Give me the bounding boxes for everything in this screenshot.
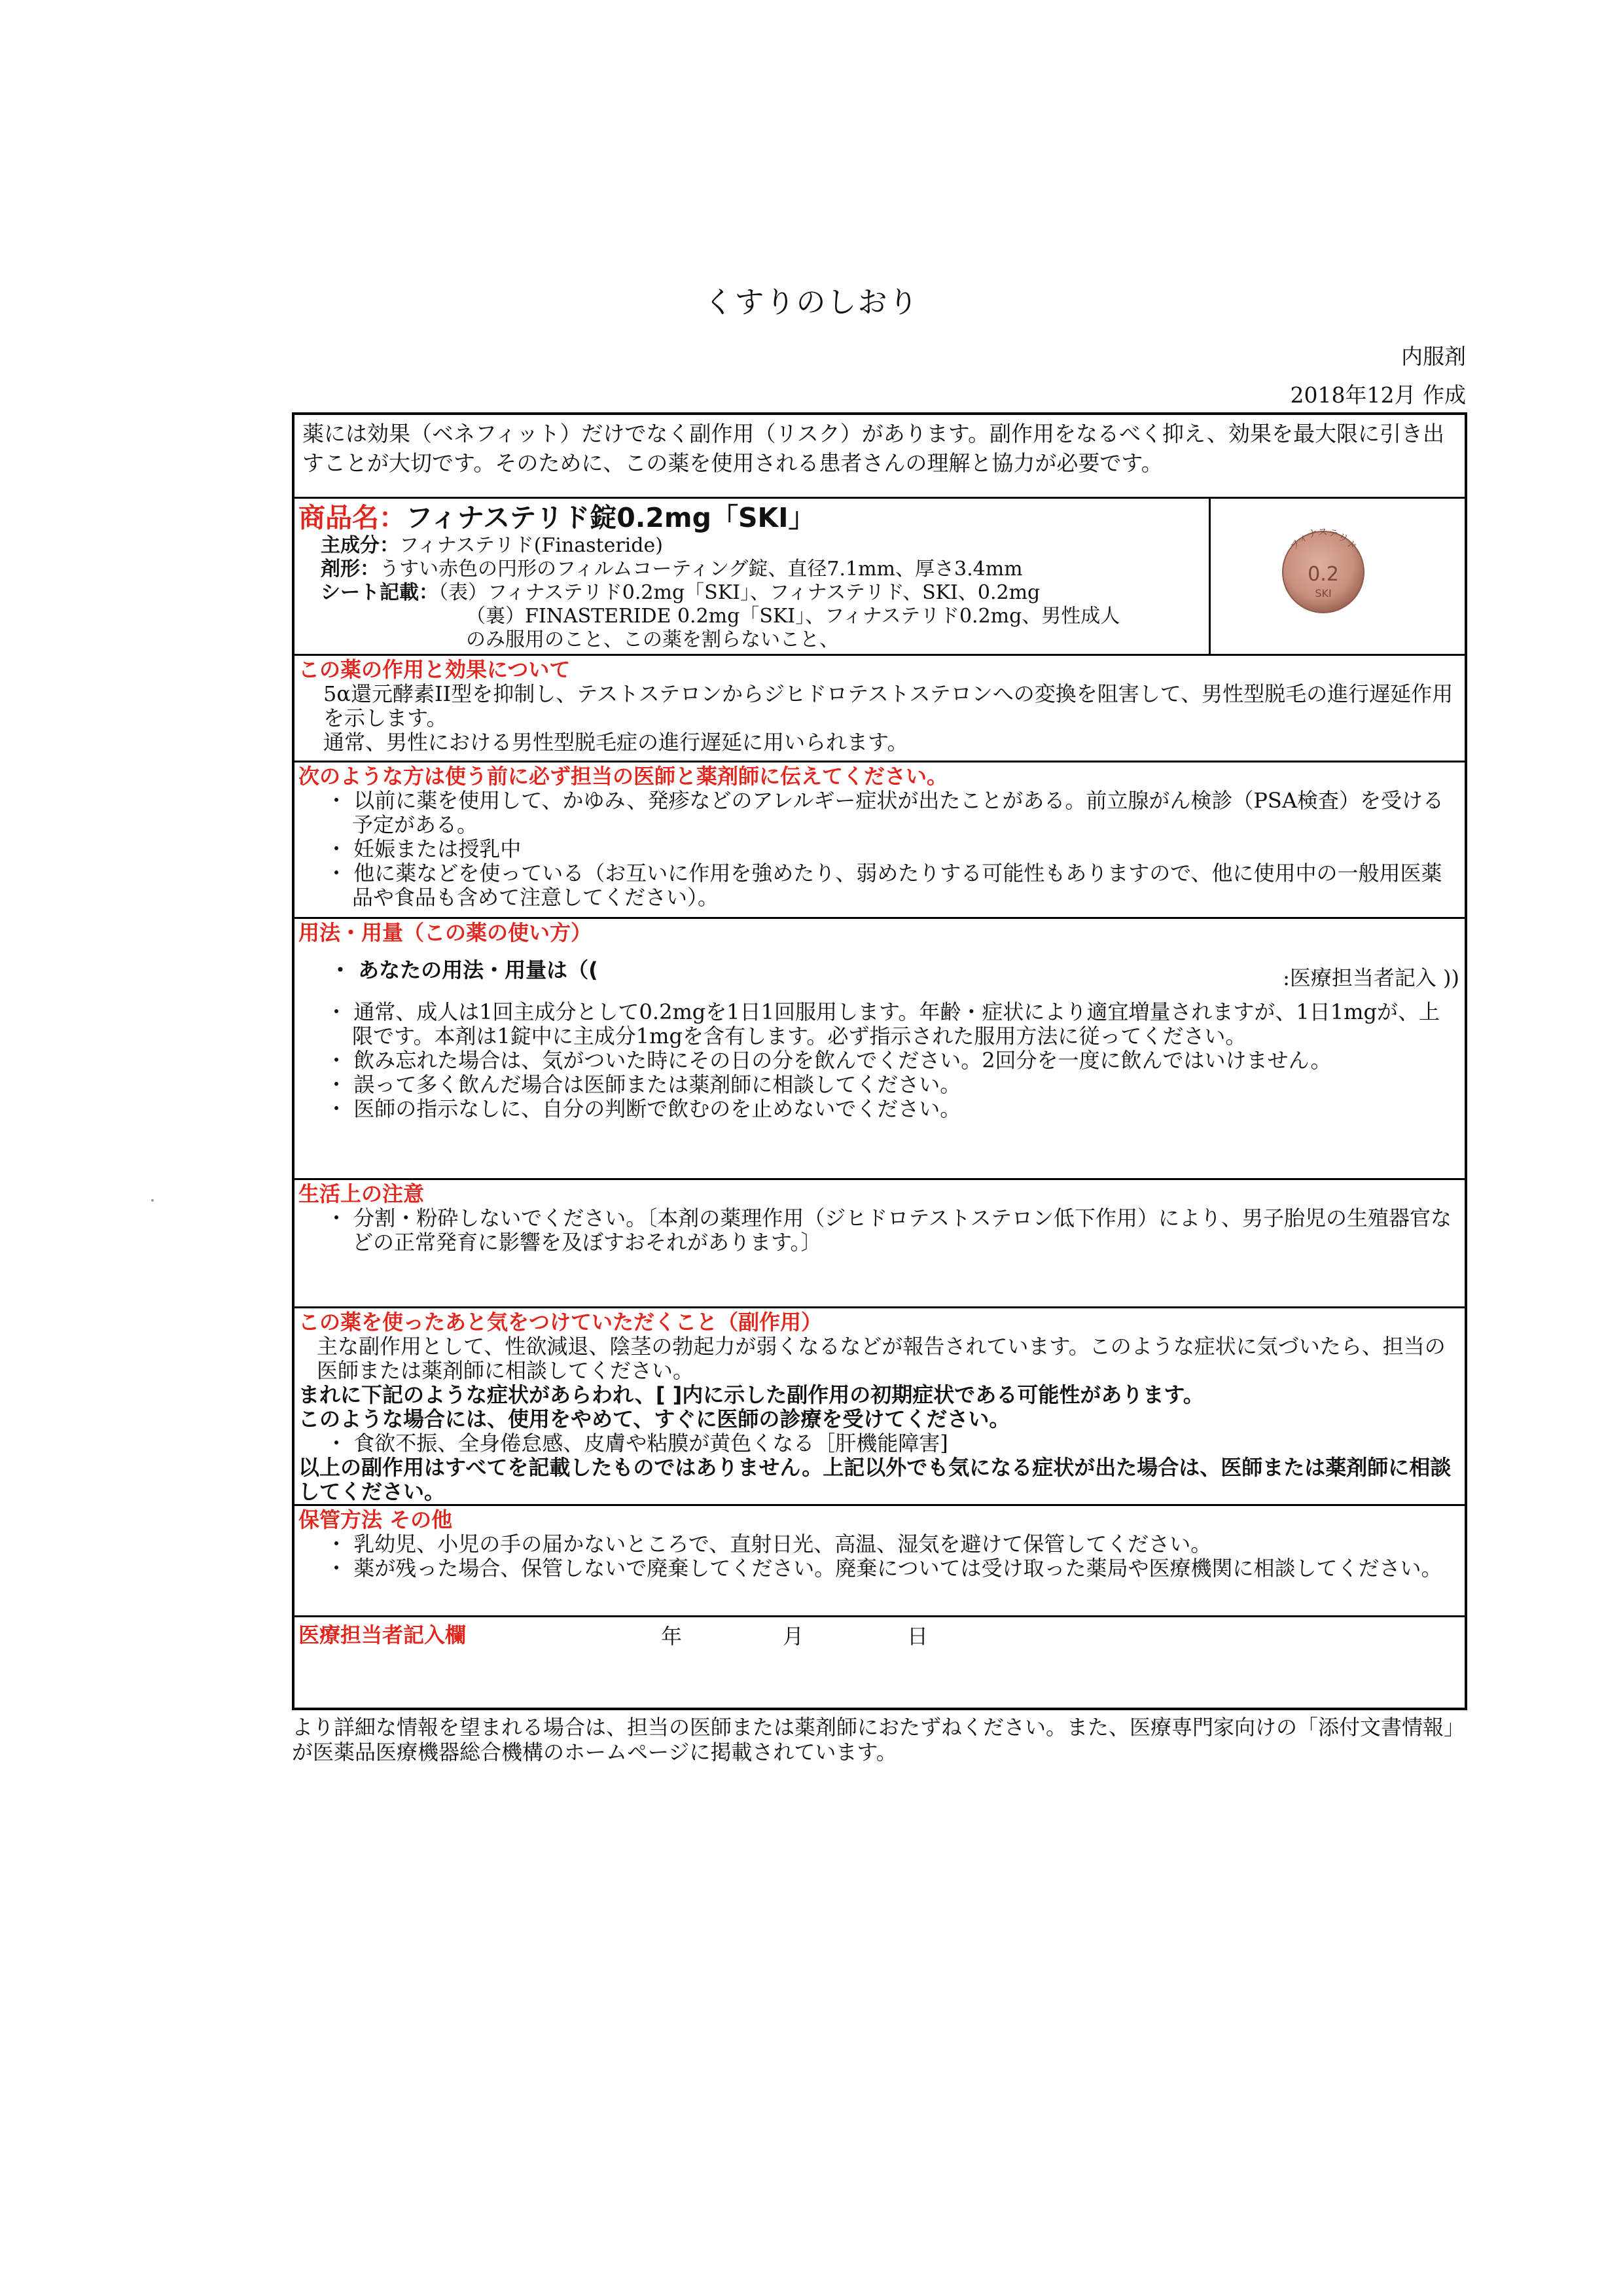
footer-note: より詳細な情報を望まれる場合は、担当の医師または薬剤師におたずねください。また、医療専門家向けの「添付文書情報」が医薬品医療機器総合機構のホームページに掲載されています。 (292, 1715, 1465, 1765)
dosage-item-1: ・ 通常、成人は1回主成分として0.2mgを1日1回服用します。年齢・症状により適宜増量されますが、1日1mgが、上限です。本剤は1錠中に主成分1mgを含有します。必ず指示された服用方法に従ってください。 (326, 999, 1440, 1049)
dosage-item-2: ・ 飲み忘れた場合は、気がついた時にその日の分を飲んでください。2回分を一度に飲んではいけません。 (326, 1048, 1332, 1073)
side-effects-title: この薬を使ったあと気をつけていただくこと（副作用） (298, 1310, 823, 1335)
side-effects-warning-3: 以上の副作用はすべてを記載したものではありません。上記以外でも気になる症状が出た場合は、医師または薬剤師に相談してください。 (298, 1455, 1452, 1504)
side-effects-item-1: ・ 食欲不振、全身倦怠感、皮膚や粘膜が黄色くなる［肝機能障害] (326, 1431, 948, 1456)
product-name-label: 商品名： (298, 502, 406, 533)
side-effects-list (294, 1431, 1465, 1456)
leaflet-frame (292, 412, 1467, 1710)
record-row (294, 1617, 1465, 1650)
dosage-item-3: ・ 誤って多く飲んだ場合は医師または薬剤師に相談してください。 (326, 1072, 961, 1097)
effects-paragraph-1: 5α還元酵素II型を抑制し、テストステロンからジヒドロテストステロンへの変換を阻害して、男性型脱毛の進行遅延作用を示します。 (323, 681, 1454, 730)
tablet-image-cell (1211, 499, 1465, 654)
dosage-item-4: ・ 医師の指示なしに、自分の判断で飲むのを止めないでください。 (326, 1096, 961, 1121)
cautions-section (294, 762, 1465, 919)
dosage-title: 用法・用量（この薬の使い方） (298, 920, 592, 945)
ingredient-value: フィナステリド(Finasteride) (399, 534, 663, 557)
effects-paragraph-2: 通常、男性における男性型脱毛症の進行遅延に用いられます。 (323, 730, 908, 755)
tablet-center-text: 0.2 (1308, 563, 1339, 586)
side-effects-section (294, 1308, 1465, 1506)
tablet-bottom-text: SKI (1315, 587, 1332, 600)
your-dosage-label: ・ あなたの用法・用量は（( (330, 958, 598, 982)
side-effects-intro: 主な副作用として、性欲減退、陰茎の勃起力が弱くなるなどが報告されています。このような症状に気づいたら、担当の医師または薬剤師に相談してください。 (317, 1334, 1446, 1383)
record-month-label: 月 (783, 1624, 804, 1649)
form-label: 剤形： (321, 558, 380, 581)
storage-item-1: ・ 乳幼児、小児の手の届かないところで、直射日光、高温、湿気を避けて保管してください。 (326, 1532, 1212, 1556)
product-name-row (298, 501, 1209, 534)
storage-title: 保管方法 その他 (298, 1507, 453, 1532)
intro-section: 薬には効果（ベネフィット）だけでなく副作用（リスク）があります。副作用をなるべく抑え、効果を最大限に引き出すことが大切です。そのために、この薬を使用される患者さんの理解と協力が必要です。 (294, 415, 1465, 499)
life-title: 生活上の注意 (298, 1181, 425, 1206)
life-item-1: ・ 分割・粉砕しないでください。〔本剤の薬理作用（ジヒドロテストステロン低下作用）により、男子胎児の生殖器官などの正常発育に影響を及ぼすおそれがあります。〕 (326, 1206, 1452, 1255)
sheet-row (298, 581, 1209, 605)
ingredient-label: 主成分： (321, 534, 399, 557)
record-day-label: 日 (907, 1624, 929, 1649)
product-section (294, 499, 1465, 656)
sheet-line-1: （表）フィナステリド0.2mg「SKI」、フィナステリド、SKI、0.2mg (438, 581, 1041, 604)
cautions-item-2: ・ 妊娠または授乳中 (326, 836, 522, 861)
sheet-line-2: （裏）FINASTERIDE 0.2mg「SKI」、フィナステリド0.2mg、男性成人 (466, 605, 1120, 628)
storage-section (294, 1506, 1465, 1617)
effects-section (294, 656, 1465, 762)
life-list (294, 1206, 1465, 1255)
side-effects-warning-1: まれに下記のような症状があらわれ、[ ]内に示した副作用の初期症状である可能性があります。 (298, 1382, 1204, 1407)
tablet-arc-text: フィナステリド (1287, 526, 1359, 552)
your-dosage-row (294, 957, 1465, 988)
tablet-image (1211, 499, 1433, 652)
effects-title: この薬の作用と効果について (298, 657, 571, 682)
cautions-item-1: ・ 以前に薬を使用して、かゆみ、発疹などのアレルギー症状が出たことがある。前立腺がん検診（PSA検査）を受ける予定がある。 (326, 788, 1444, 837)
form-row (298, 558, 1209, 581)
storage-item-2: ・ 薬が残った場合、保管しないで廃棄してください。廃棄については受け取った薬局や医療機関に相談してください。 (326, 1556, 1442, 1581)
ingredient-row (298, 534, 1209, 558)
product-info (294, 499, 1211, 654)
your-dosage-entry-note: :医療担当者記入 )) (1283, 965, 1459, 990)
dosage-section (294, 919, 1465, 1180)
storage-list (294, 1532, 1465, 1581)
sheet-line-3: のみ服用のこと、この薬を割らないこと、 (466, 628, 839, 651)
document-title: くすりのしおり (704, 285, 919, 319)
record-title: 医療担当者記入欄 (298, 1623, 467, 1647)
record-section (294, 1617, 1465, 1713)
cautions-title: 次のような方は使う前に必ず担当の医師と薬剤師に伝えてください。 (298, 764, 948, 789)
side-effects-warning-2: このような場合には、使用をやめて、すぐに医師の診療を受けてください。 (298, 1407, 1010, 1431)
dosage-list (294, 1000, 1465, 1121)
form-value: うすい赤色の円形のフィルムコーティング錠、直径7.1mm、厚さ3.4mm (380, 558, 1023, 581)
dosage-form-label: 内服剤 (1401, 344, 1466, 369)
effects-body (294, 682, 1465, 755)
cautions-list (294, 789, 1465, 910)
sheet-label: シート記載： (321, 581, 438, 604)
product-name: フィナステリド錠0.2mg「SKI」 (406, 502, 815, 533)
record-year-label: 年 (661, 1624, 683, 1649)
scan-speck (151, 1199, 154, 1202)
created-date: 2018年12月 作成 (1290, 382, 1466, 408)
life-section (294, 1180, 1465, 1308)
cautions-item-3: ・ 他に薬などを使っている（お互いに作用を強めたり、弱めたりする可能性もありますので、他に使用中の一般用医薬品や食品も含めて注意してください）。 (326, 861, 1442, 910)
